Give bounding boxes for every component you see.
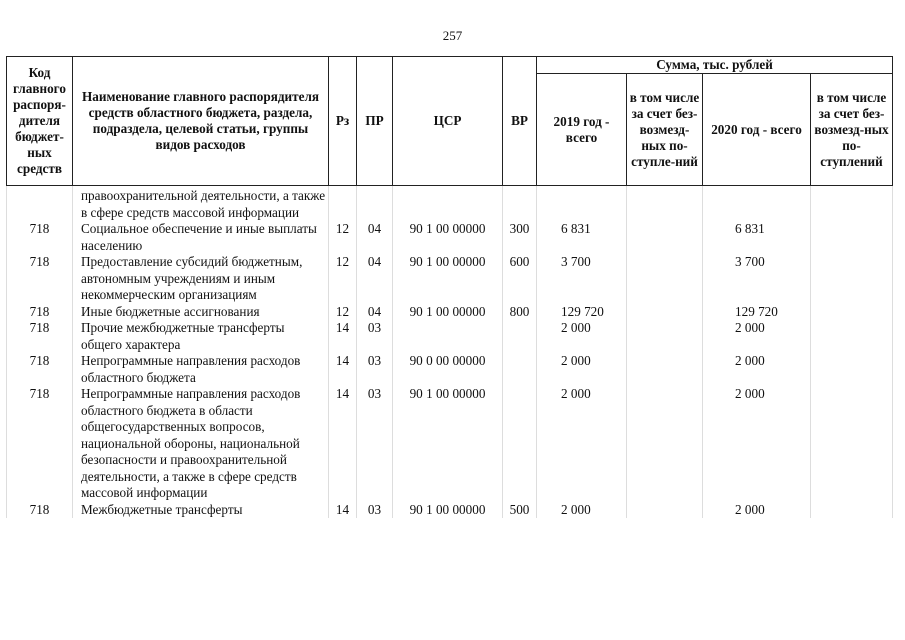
header-2019-free: в том числе за счет без-возмезд-ных по-ступле-ний — [627, 74, 703, 186]
row-2019-free — [627, 304, 703, 321]
table-row — [7, 254, 893, 304]
row-2019-free — [627, 254, 703, 304]
row-2020-total: 2 000 — [703, 502, 811, 519]
row-pr: 03 — [357, 386, 393, 502]
budget-table — [6, 56, 893, 518]
row-vr — [503, 386, 537, 502]
row-2019-free — [627, 186, 703, 222]
header-2020-free: в том числе за счет без-возмезд-ных по-ступлений — [811, 74, 893, 186]
row-2019-total: 2 000 — [537, 386, 627, 502]
table-row — [7, 502, 893, 519]
row-2020-free — [811, 221, 893, 254]
row-name: Социальное обеспечение и иные выплаты населению — [73, 221, 329, 254]
row-vr: 600 — [503, 254, 537, 304]
row-code: 718 — [7, 502, 73, 519]
table-row — [7, 221, 893, 254]
row-name: Межбюджетные трансферты — [73, 502, 329, 519]
row-2019-total — [537, 186, 627, 222]
table-row — [7, 386, 893, 502]
row-pr: 03 — [357, 353, 393, 386]
row-2020-total: 129 720 — [703, 304, 811, 321]
row-pr: 04 — [357, 221, 393, 254]
row-code: 718 — [7, 304, 73, 321]
row-2020-free — [811, 386, 893, 502]
row-rz: 14 — [329, 502, 357, 519]
row-rz — [329, 186, 357, 222]
row-rz: 14 — [329, 320, 357, 353]
row-pr: 04 — [357, 254, 393, 304]
row-name: Непрограммные направления расходов областного бюджета в области общегосударственных вопросов, национальной обороны, национальной безопасности и правоохранительной деятельности, а также в сфере средств массовой информации — [73, 386, 329, 502]
row-code: 718 — [7, 320, 73, 353]
table-row — [7, 186, 893, 222]
row-2020-free — [811, 254, 893, 304]
row-rz: 12 — [329, 221, 357, 254]
row-2019-free — [627, 320, 703, 353]
row-vr: 800 — [503, 304, 537, 321]
row-rz: 14 — [329, 386, 357, 502]
row-csr: 90 1 00 00000 — [393, 502, 503, 519]
row-vr — [503, 186, 537, 222]
row-pr: 03 — [357, 502, 393, 519]
row-2019-total: 2 000 — [537, 320, 627, 353]
row-2019-total: 2 000 — [537, 502, 627, 519]
row-rz: 12 — [329, 304, 357, 321]
row-2019-free — [627, 386, 703, 502]
row-code — [7, 186, 73, 222]
row-2020-total: 2 000 — [703, 320, 811, 353]
row-csr — [393, 320, 503, 353]
table-row — [7, 320, 893, 353]
row-pr — [357, 186, 393, 222]
table-row — [7, 304, 893, 321]
row-code: 718 — [7, 386, 73, 502]
row-code: 718 — [7, 353, 73, 386]
header-code: Код главного распоря-дителя бюджет-ных средств — [7, 57, 73, 186]
row-csr: 90 1 00 00000 — [393, 221, 503, 254]
header-2020-total: 2020 год - всего — [703, 74, 811, 186]
row-csr — [393, 186, 503, 222]
row-name: правоохранительной деятельности, а также в сфере средств массовой информации — [73, 186, 329, 222]
row-2019-free — [627, 353, 703, 386]
row-name: Предоставление субсидий бюджетным, автономным учреждениям и иным некоммерческим организациям — [73, 254, 329, 304]
row-name: Прочие межбюджетные трансферты общего характера — [73, 320, 329, 353]
row-code: 718 — [7, 221, 73, 254]
row-csr: 90 1 00 00000 — [393, 386, 503, 502]
row-name: Иные бюджетные ассигнования — [73, 304, 329, 321]
row-csr: 90 1 00 00000 — [393, 304, 503, 321]
row-2020-free — [811, 304, 893, 321]
row-2020-total: 6 831 — [703, 221, 811, 254]
row-pr: 04 — [357, 304, 393, 321]
row-2019-total: 2 000 — [537, 353, 627, 386]
header-vr: ВР — [503, 57, 537, 186]
row-2019-free — [627, 221, 703, 254]
row-2020-free — [811, 320, 893, 353]
page-number: 257 — [442, 28, 463, 43]
header-rz: Рз — [329, 57, 357, 186]
row-2019-total: 6 831 — [537, 221, 627, 254]
row-2020-free — [811, 186, 893, 222]
row-2019-total: 129 720 — [537, 304, 627, 321]
row-rz: 14 — [329, 353, 357, 386]
row-vr — [503, 320, 537, 353]
header-pr: ПР — [357, 57, 393, 186]
header-name: Наименование главного распорядителя средств областного бюджета, раздела, подраздела, целевой статьи, группы видов расходов — [73, 57, 329, 186]
row-code: 718 — [7, 254, 73, 304]
row-2019-free — [627, 502, 703, 519]
row-vr: 500 — [503, 502, 537, 519]
row-csr: 90 1 00 00000 — [393, 254, 503, 304]
row-rz: 12 — [329, 254, 357, 304]
row-2020-total: 3 700 — [703, 254, 811, 304]
row-2020-total — [703, 186, 811, 222]
table-row — [7, 353, 893, 386]
row-vr — [503, 353, 537, 386]
row-2020-total: 2 000 — [703, 386, 811, 502]
row-2020-total: 2 000 — [703, 353, 811, 386]
header-sum: Сумма, тыс. рублей — [537, 57, 893, 74]
table-header — [7, 57, 893, 186]
header-csr: ЦСР — [393, 57, 503, 186]
row-csr: 90 0 00 00000 — [393, 353, 503, 386]
row-2020-free — [811, 353, 893, 386]
row-pr: 03 — [357, 320, 393, 353]
header-2019-total: 2019 год - всего — [537, 74, 627, 186]
row-2020-free — [811, 502, 893, 519]
table-body — [7, 186, 893, 519]
row-2019-total: 3 700 — [537, 254, 627, 304]
row-name: Непрограммные направления расходов областного бюджета — [73, 353, 329, 386]
row-vr: 300 — [503, 221, 537, 254]
